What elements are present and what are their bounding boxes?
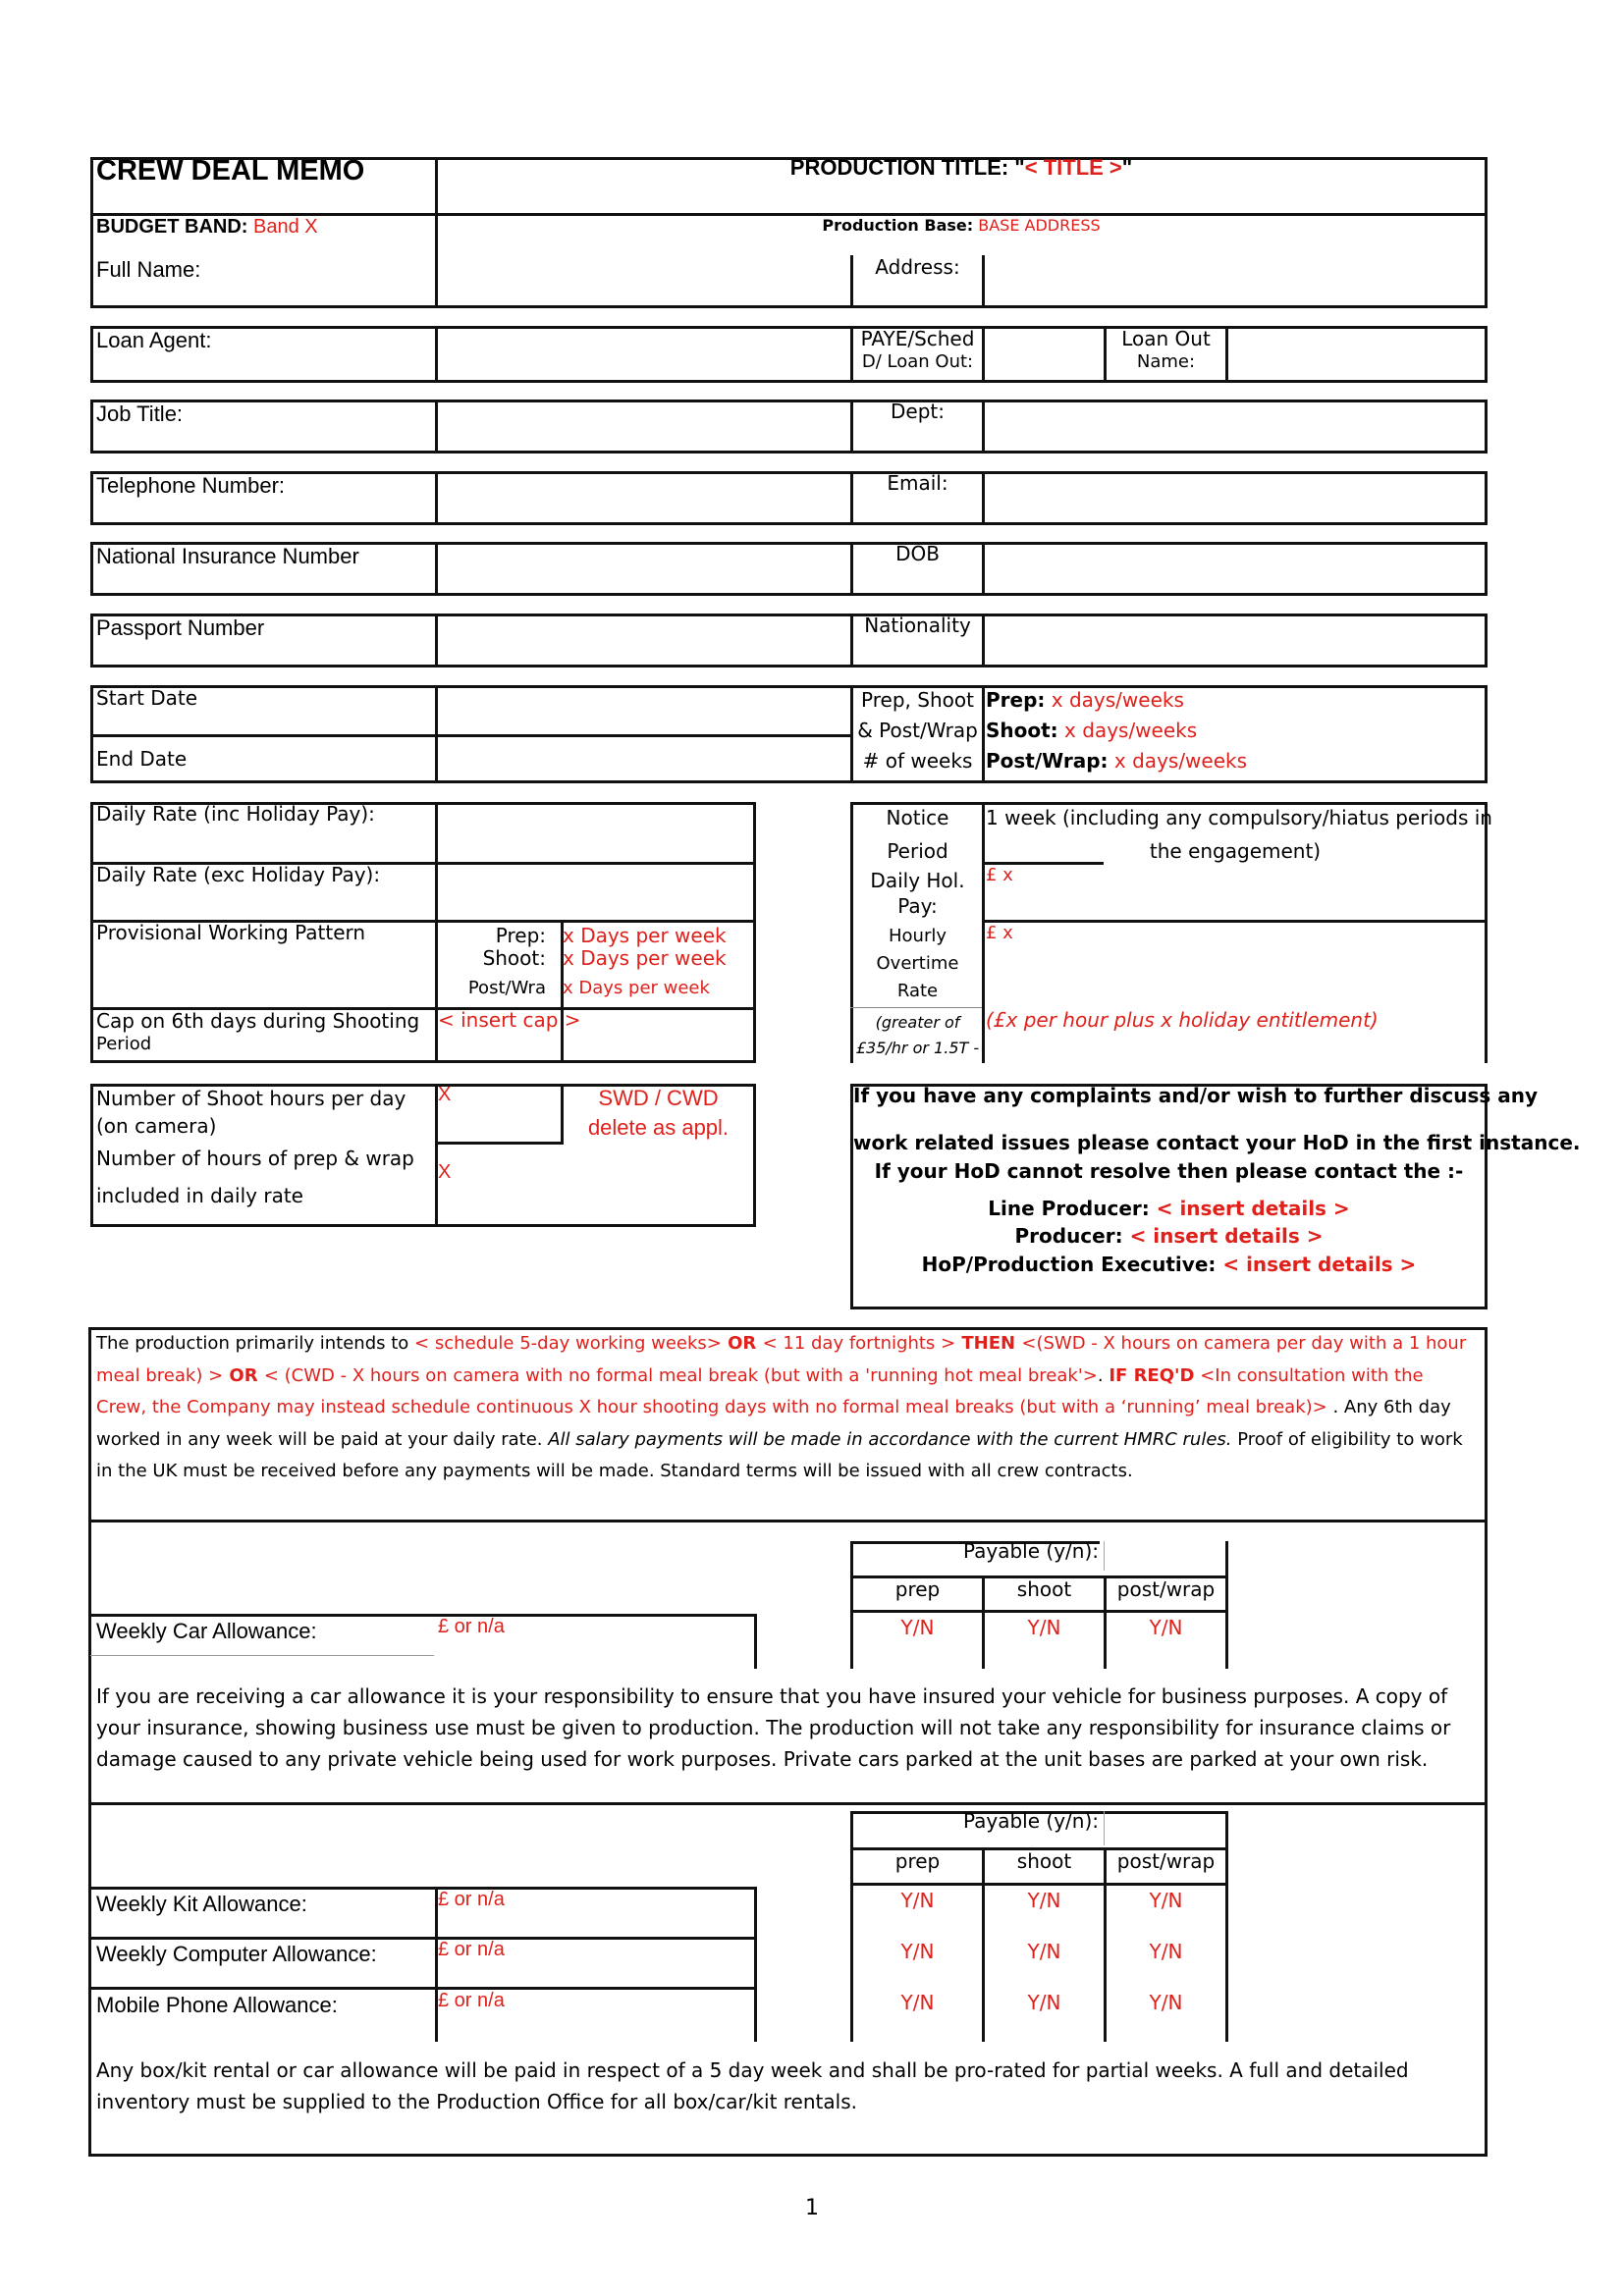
swd-cwd-note: SWD / CWD delete as appl. [587,1086,730,1140]
cap-value: < insert cap > [438,1008,581,1032]
overtime-label: Hourly Overtime Rate [876,926,959,1001]
loan-out-name-input[interactable] [1231,332,1483,379]
pattern-prep-value: x Days per week [563,924,727,947]
computer-allowance-value: £ or n/a [438,1939,505,1960]
overtime-note: (greater of £35/hr or 1.5T - [855,1013,980,1057]
job-title-label: Job Title: [96,401,184,426]
full-name-label: Full Name: [96,257,201,282]
daily-rate-exc-input[interactable] [442,867,754,918]
pattern-prep-label: Prep: [495,924,546,947]
terms-paragraph: The production primarily intends to < schedule 5-day working weeks> OR < 11 day fortnights > THEN <(SWD - X hours on camera per day with a 1 hour meal break) > OR < (CWD - X hours on camera with no formal meal break (but with a 'running hot meal break'>. IF REQ'D <In consultation with the Crew, the Company may instead schedule continuous X hour shooting days with no formal meal breaks (but with a ‘running’ meal break)> . Any 6th day worked in any week will be paid at your daily rate. All salary payments will be made in accordance with the current HMRC rules. Proof of eligibility to work in the UK must be received before any payments will be made. Standard terms will be issued with all crew contracts. [96,1333,1467,1481]
computer-yn-shoot[interactable]: Y/N [1027,1940,1061,1963]
budget-band-value: Band X [253,216,318,238]
kit-yn-shoot[interactable]: Y/N [1027,1889,1061,1912]
holiday-pay-label: Daily Hol. Pay: [870,869,965,918]
production-title: PRODUCTION TITLE: "< TITLE >" [789,155,1133,180]
daily-rate-inc-input[interactable] [442,807,754,858]
car-yn-shoot[interactable]: Y/N [1027,1616,1061,1639]
kit-allowance-value: £ or n/a [438,1889,505,1910]
car-payable-label: Payable (y/n): [962,1539,1099,1563]
dept-input[interactable] [988,404,1483,450]
car-allowance-note: If you are receiving a car allowance it is your responsibility to ensure that you have insured your vehicle for business purposes. A copy of your insurance, showing business use must be given to production. The production will not take any responsibility for insurance claims or damage caused to any private vehicle being used for work purposes. Private cars parked at the unit bases are parked at your own risk. [96,1684,1451,1771]
dob-input[interactable] [988,547,1483,592]
mobile-allowance-value: £ or n/a [438,1990,505,2011]
prep-weeks: Prep: x days/weeks Shoot: x days/weeks Post/Wrap: x days/weeks [986,688,1248,773]
kit-postwrap-header: post/wrap [1116,1849,1216,1873]
pattern-post-label: Post/Wra [467,978,546,998]
car-yn-postwrap[interactable]: Y/N [1149,1616,1183,1639]
shoot-hours-label: Number of Shoot hours per day (on camera) [96,1087,406,1138]
end-date-label: End Date [96,747,188,771]
loan-out-name-label: Loan Out Name: [1121,327,1211,372]
telephone-input[interactable] [442,476,848,521]
mobile-yn-postwrap[interactable]: Y/N [1149,1991,1183,2014]
email-input[interactable] [988,476,1483,521]
dob-label: DOB [895,542,940,565]
address-input[interactable] [988,259,1483,304]
kit-yn-prep[interactable]: Y/N [900,1889,935,1912]
prep-hours-label: Number of hours of prep & wrap included in daily rate [96,1147,414,1207]
working-pattern-label: Provisional Working Pattern [96,921,366,944]
dept-label: Dept: [891,400,945,423]
line-producer: Line Producer: < insert details > [988,1197,1350,1220]
start-date-input[interactable] [442,690,848,731]
producer: Producer: < insert details > [1014,1224,1324,1248]
telephone-label: Telephone Number: [96,473,286,498]
budget-band: BUDGET BAND: Band X [96,216,318,238]
mobile-yn-prep[interactable]: Y/N [900,1991,935,2014]
prep-hours-value: X [438,1161,452,1183]
daily-rate-exc-label: Daily Rate (exc Holiday Pay): [96,863,381,886]
full-name-input[interactable] [442,259,848,304]
car-allowance-label: Weekly Car Allowance: [96,1619,317,1643]
loan-agent-input[interactable] [442,332,848,379]
car-prep-header: prep [894,1577,941,1601]
complaints-line1: If you have any complaints and/or wish to further discuss any [853,1084,1539,1107]
paye-input[interactable] [988,332,1102,379]
production-title-value: < TITLE > [1024,155,1122,180]
kit-allowance-note: Any box/kit rental or car allowance will be paid in respect of a 5 day week and shall be pro-rated for partial weeks. A full and detailed inventory must be supplied to the Production Office for all box/car/kit rentals. [96,2058,1409,2113]
ni-input[interactable] [442,547,848,592]
daily-rate-inc-label: Daily Rate (inc Holiday Pay): [96,802,375,826]
end-date-input[interactable] [442,740,848,781]
nationality-label: Nationality [864,614,971,637]
overtime-value: £ x [986,923,1013,943]
email-label: Email: [887,471,948,495]
production-base: Production Base: BASE ADDRESS [822,216,1101,235]
kit-prep-header: prep [894,1849,941,1873]
car-allowance-value: £ or n/a [438,1616,505,1637]
pattern-shoot-label: Shoot: [482,946,546,970]
start-date-label: Start Date [96,686,198,710]
complaints-line3: If your HoD cannot resolve then please contact the :- [874,1159,1464,1183]
kit-yn-postwrap[interactable]: Y/N [1149,1889,1183,1912]
loan-agent-label: Loan Agent: [96,328,212,352]
complaints-line2: work related issues please contact your HoD in the first instance. [853,1131,1581,1154]
hop-production-executive: HoP/Production Executive: < insert details > [921,1253,1417,1276]
production-base-value: BASE ADDRESS [978,216,1101,235]
car-shoot-header: shoot [1016,1577,1072,1601]
memo-title: CREW DEAL MEMO [96,155,365,187]
shoot-hours-value: X [438,1084,452,1105]
pattern-post-value: x Days per week [563,978,710,998]
cap-label: Cap on 6th days during Shooting Period [96,1009,420,1054]
job-title-input[interactable] [442,404,848,450]
computer-yn-prep[interactable]: Y/N [900,1940,935,1963]
weeks-label: Prep, Shoot & Post/Wrap # of weeks [857,688,978,773]
holiday-pay-value: £ x [986,865,1013,885]
address-label: Address: [875,255,960,279]
car-yn-prep[interactable]: Y/N [900,1616,935,1639]
passport-input[interactable] [442,618,848,664]
notice-label: Notice Period [886,806,949,863]
ni-label: National Insurance Number [96,544,359,568]
page-number: 1 [805,2196,819,2220]
notice-value: 1 week (including any compulsory/hiatus periods in the engagement) [986,806,1492,863]
kit-payable-label: Payable (y/n): [962,1809,1099,1833]
mobile-allowance-label: Mobile Phone Allowance: [96,1993,338,2017]
overtime-note-value: (£x per hour plus x holiday entitlement) [986,1008,1379,1032]
kit-allowance-label: Weekly Kit Allowance: [96,1892,307,1916]
mobile-yn-shoot[interactable]: Y/N [1027,1991,1061,2014]
computer-allowance-label: Weekly Computer Allowance: [96,1942,377,1966]
paye-label: PAYE/Sched D/ Loan Out: [860,327,975,372]
passport-label: Passport Number [96,615,265,640]
computer-yn-postwrap[interactable]: Y/N [1149,1940,1183,1963]
pattern-shoot-value: x Days per week [563,946,727,970]
kit-shoot-header: shoot [1016,1849,1072,1873]
nationality-input[interactable] [988,618,1483,664]
car-postwrap-header: post/wrap [1116,1577,1216,1601]
